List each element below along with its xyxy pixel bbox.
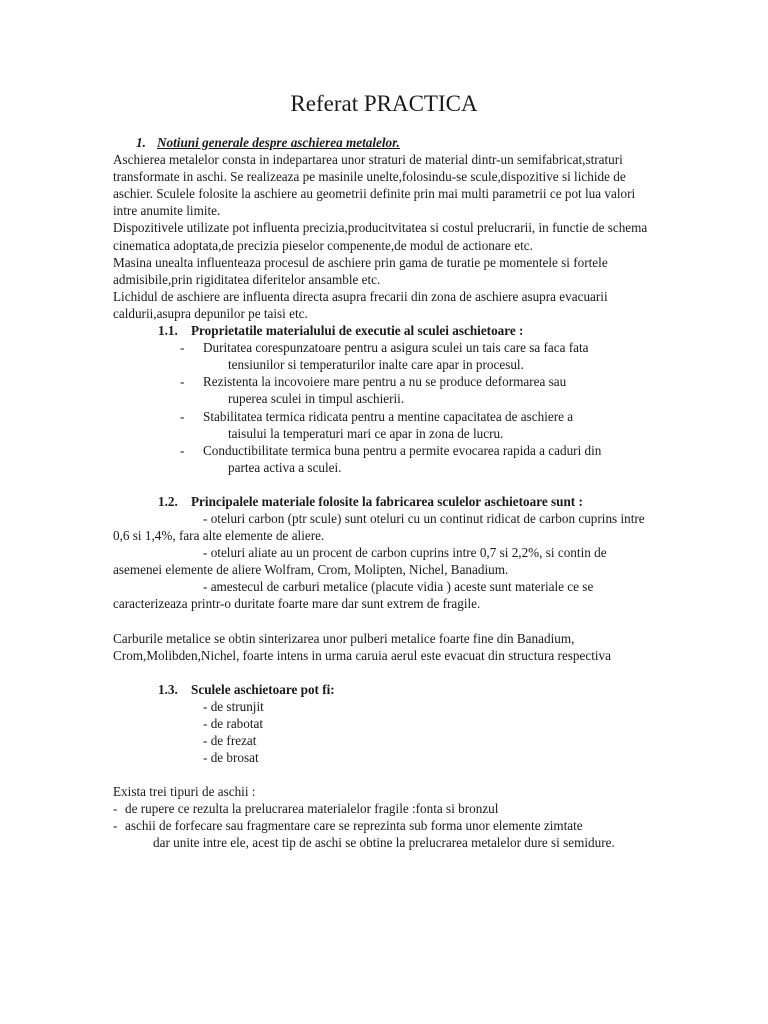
- paragraph-carburile: Carburile metalice se obtin sinterizarea unor pulberi metalice foarte fine din Banadium, Crom,Molibden,Nichel, foarte intens in urma caruia aerul este evacuat din structura respectiva: [113, 630, 612, 663]
- section-1-heading: [113, 134, 658, 151]
- list-item: - de rabotat: [203, 715, 264, 731]
- list-item: - aschii de forfecare sau fragmentare care se reprezinta sub forma unor elemente zimtate dar unite intre ele, acest tip de aschi se obtine la prelucrarea metalelor dure si semidure.: [113, 818, 615, 851]
- section-1-2-heading: [113, 493, 658, 510]
- dash-marker: -: [180, 408, 185, 424]
- dash-marker: -: [180, 442, 185, 458]
- materials-item-carbon: - oteluri carbon (ptr scule) sunt oteluri cu un continut ridicat de carbon cuprins intre 0,6 si 1,4%, fara alte elemente de aliere.: [113, 510, 645, 544]
- tool-types-list: [113, 698, 658, 766]
- list-item: - de rupere ce rezulta la prelucrarea materialelor fragile :fonta si bronzul: [113, 801, 499, 817]
- section-1-3-heading: [113, 681, 658, 698]
- chips-intro: Exista trei tipuri de aschii :: [113, 784, 256, 800]
- section-1-number: 1.: [136, 135, 146, 150]
- paragraph-masina-unealta: Masina unealta influenteaza procesul de aschiere prin gama de turatie pe momentele si fortele admisibile,prin rigiditatea diferitelor ansamble etc.: [113, 254, 608, 287]
- dash-marker: -: [113, 801, 118, 817]
- list-item: - de frezat: [203, 733, 257, 748]
- dash-marker: -: [113, 818, 118, 834]
- paragraph-aschierea: Aschierea metalelor consta in indepartarea unor straturi de material dintr-un semifabricat,straturi transformate in aschi. Se realizeaza pe masinile unelte,folosindu-se scule,dispozitive si lichide de aschier. Sculele folosite la aschiere au geometrii definite prin mai multi parametrii ce pot lua valori intre anumite limite.: [113, 152, 636, 219]
- dash-marker: -: [180, 374, 185, 390]
- document-title: Referat PRACTICA: [290, 91, 478, 116]
- paragraph-lichidul: Lichidul de aschiere are influenta directa asupra frecarii din zona de aschiere asupra evacuarii caldurii,asupra depunilor pe taisi etc.: [113, 288, 608, 321]
- paragraph-dispozitivele: Dispozitivele utilizate pot influenta precizia,producitvitatea si costul prelucrarii, in functie de schema cinematica adoptata,de precizia pieselor compenente,de modul de actionare etc.: [113, 220, 648, 253]
- list-item: - de brosat: [203, 750, 259, 766]
- dash-marker: -: [180, 340, 185, 356]
- list-item: - Stabilitatea termica ridicata pentru a mentine capacitatea de aschiere a taisului la temperaturi mari ce apar in zona de lucru.: [180, 408, 574, 441]
- section-1-2-title: Principalele materiale folosite la fabricarea sculelor aschietoare sunt :: [191, 493, 583, 509]
- section-1-1-number: 1.1.: [158, 323, 178, 339]
- section-1-1-heading: [113, 322, 658, 339]
- list-item: - Duritatea corespunzatoare pentru a asigura sculei un tais care sa faca fata tensiunilor si temperaturilor inalte care apar in procesul.: [180, 340, 589, 373]
- list-item: - de strunjit: [203, 698, 264, 714]
- list-item: - Conductibilitate termica buna pentru a permite evocarea rapida a caduri din partea activa a sculei.: [180, 442, 602, 475]
- materials-item-aliate: - oteluri aliate au un procent de carbon cuprins intre 0,7 si 2,2%, si contin de asemenei elemente de aliere Wolfram, Crom, Molipten, Nichel, Banadium.: [113, 545, 607, 578]
- section-1-3-number: 1.3.: [158, 681, 178, 697]
- list-item: - Rezistenta la incovoiere mare pentru a nu se produce deformarea sau ruperea sculei in timpul aschierii.: [180, 374, 567, 407]
- section-1-1-title: Proprietatile materialului de executie al sculei aschietoare :: [191, 323, 524, 339]
- materials-item-carburi: - amestecul de carburi metalice (placute vidia ) aceste sunt materiale ce se caracterizeaza printr-o duritate foarte mare dar sunt extrem de fragile.: [113, 579, 594, 612]
- document-body: [113, 134, 658, 852]
- section-1-3-title: Sculele aschietoare pot fi:: [191, 681, 335, 697]
- chips-list: [113, 800, 658, 851]
- section-1-2-number: 1.2.: [158, 493, 178, 509]
- section-1-title: Notiuni generale despre aschierea metalelor.: [157, 135, 400, 150]
- properties-list: [113, 339, 658, 476]
